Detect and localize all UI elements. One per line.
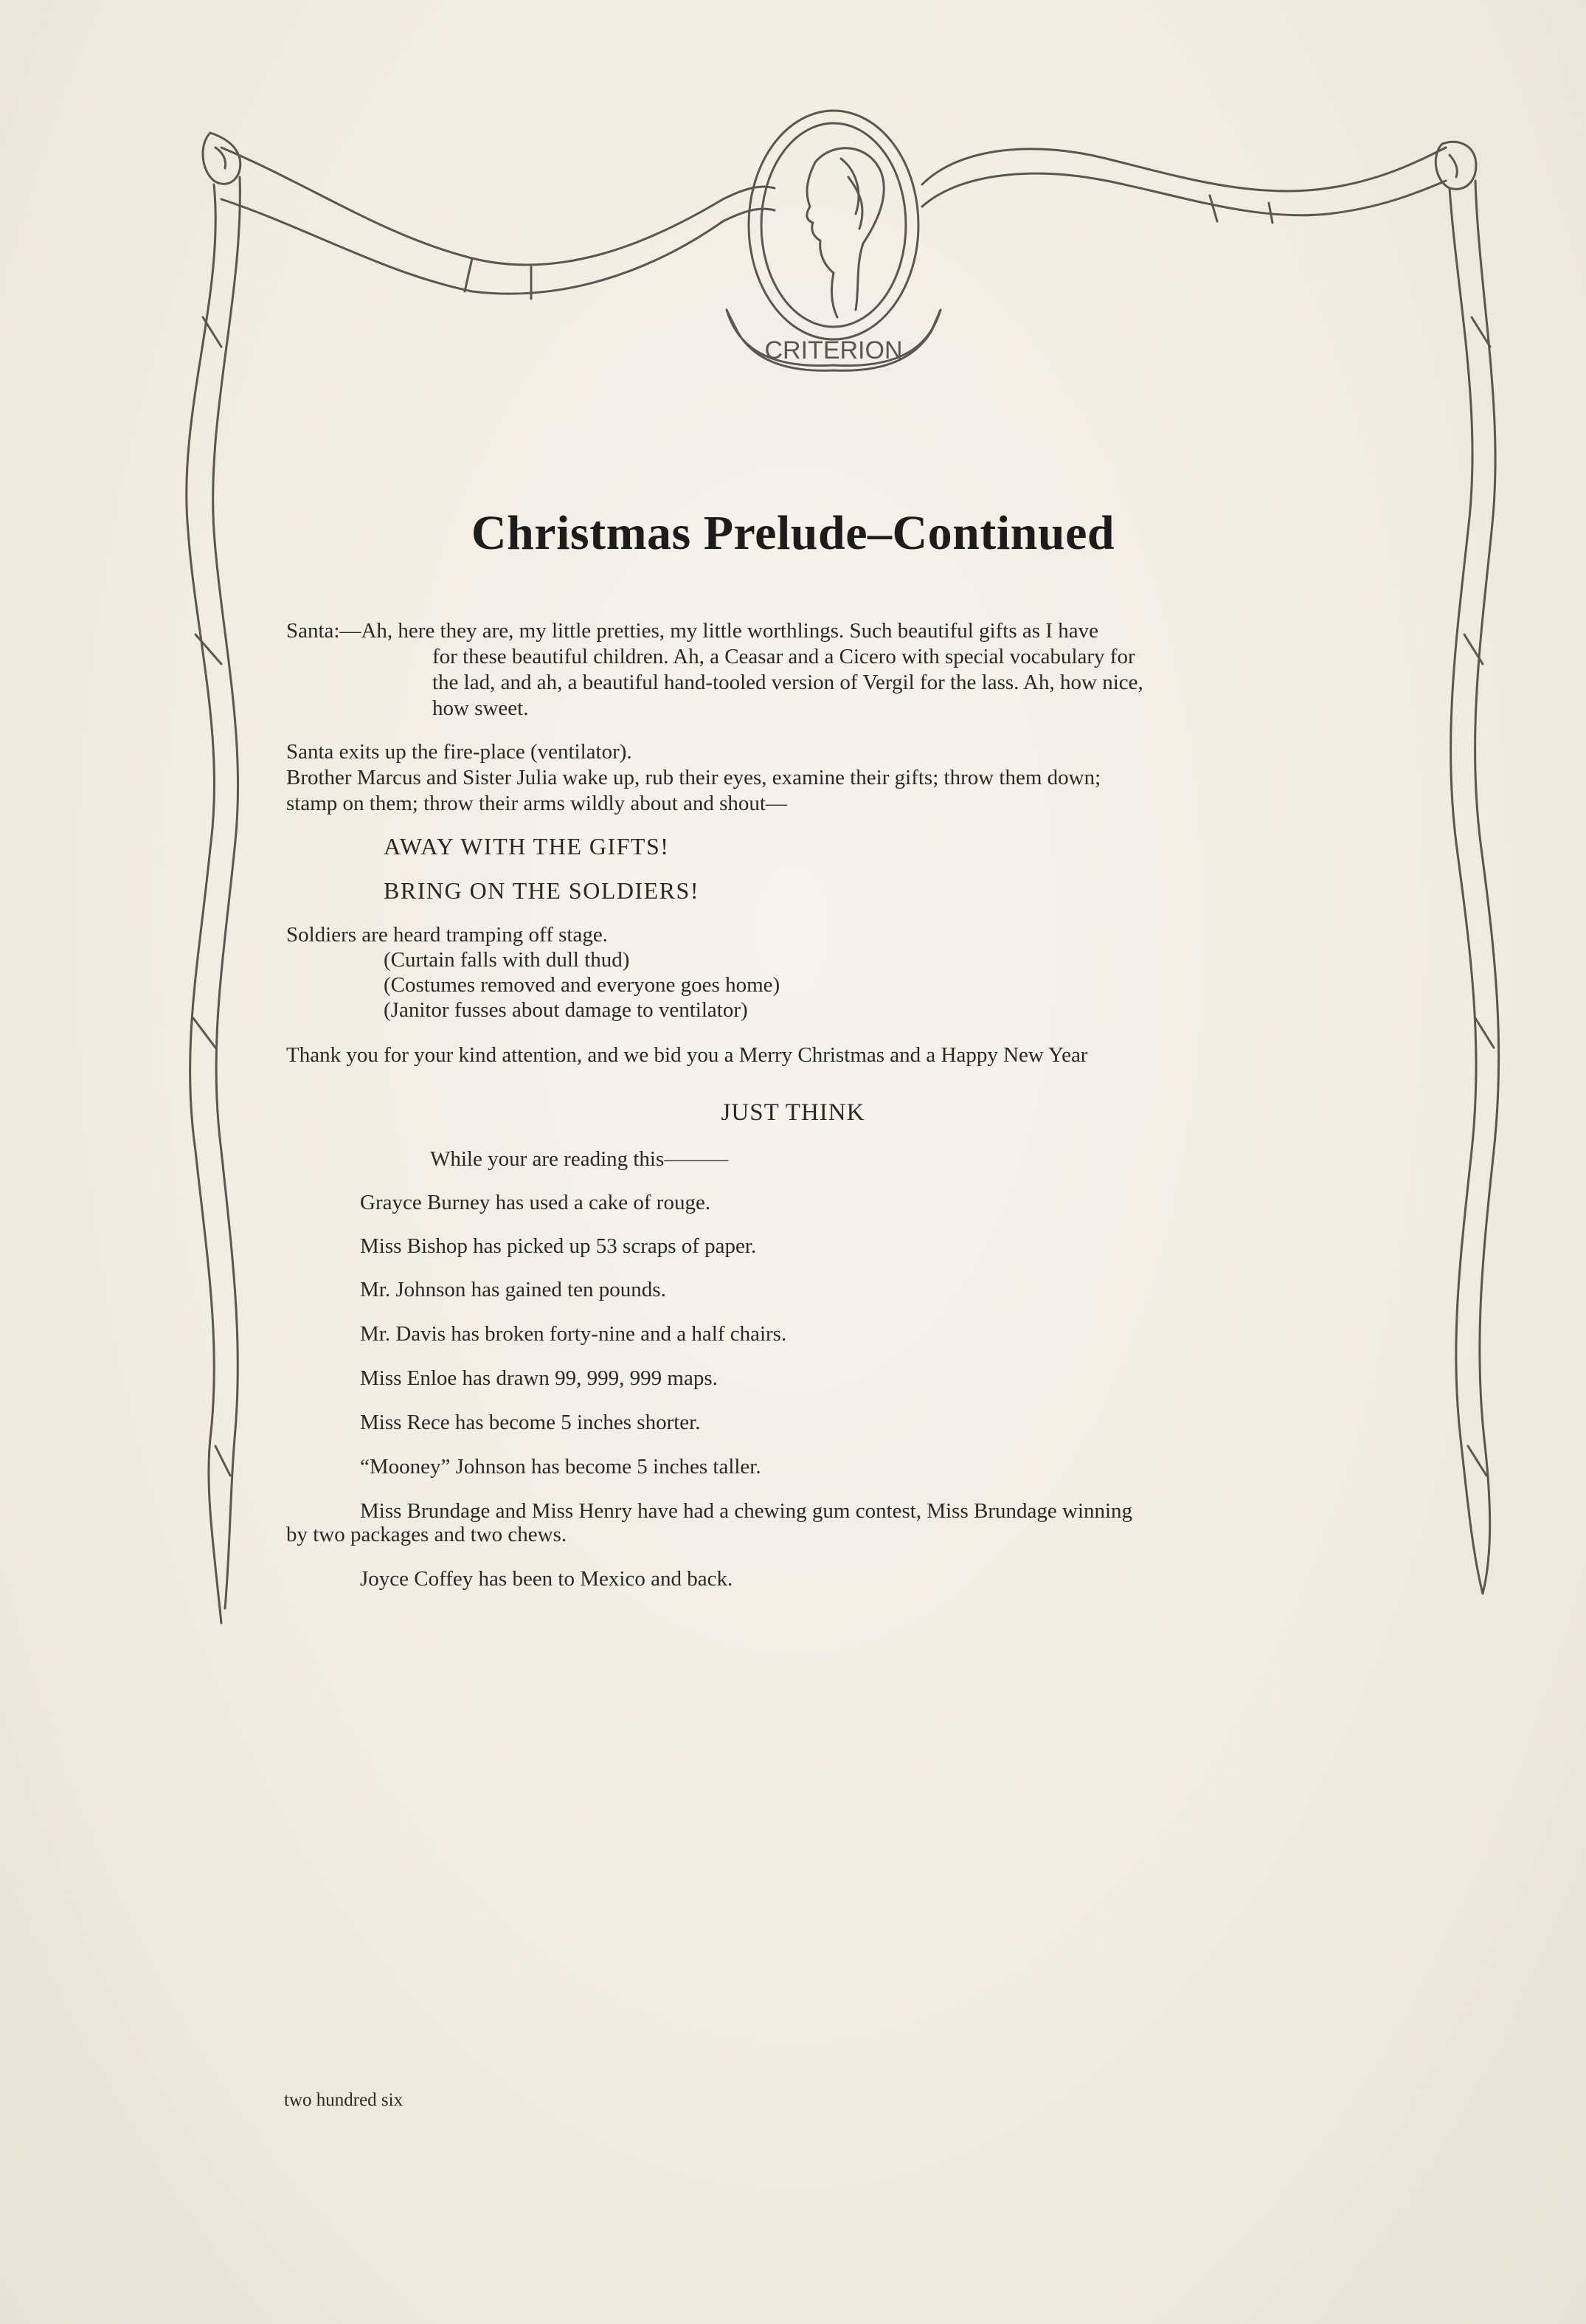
stage-exit: Santa exits up the fire-place (ventilator). [286,740,632,764]
just-think-item: Mr. Davis has broken forty-nine and a half chairs. [360,1322,787,1346]
stage-wake-line-2: stamp on them; throw their arms wildly about and shout— [286,792,787,815]
stage-costumes: (Costumes removed and everyone goes home) [384,973,780,997]
stage-janitor: (Janitor fusses about damage to ventilator) [384,998,748,1022]
shout-line-2: BRING ON THE SOLDIERS! [384,877,699,904]
just-think-item: Miss Rece has become 5 inches shorter. [360,1411,701,1434]
stage-soldiers: Soldiers are heard tramping off stage. [286,923,608,947]
just-think-item: Miss Bishop has picked up 53 scraps of paper. [360,1234,757,1258]
page-number-footer: two hundred six [284,2090,404,2110]
joyce-line: Joyce Coffey has been to Mexico and back. [360,1567,733,1591]
just-think-item: Miss Enloe has drawn 99, 999, 999 maps. [360,1366,718,1390]
santa-line-3: the lad, and ah, a beautiful hand-tooled version of Vergil for the lass. Ah, how nice, [432,671,1143,694]
brundage-line-2: by two packages and two chews. [286,1523,567,1546]
shout-line-1: AWAY WITH THE GIFTS! [384,833,670,860]
page-title: Christmas Prelude–Continued [471,506,1115,560]
stage-curtain: (Curtain falls with dull thud) [384,948,630,972]
santa-line-2: for these beautiful children. Ah, a Ceasar and a Cicero with special vocabulary for [432,645,1135,668]
brundage-line-1: Miss Brundage and Miss Henry have had a chewing gum contest, Miss Brundage winning [360,1499,1133,1523]
just-think-heading: JUST THINK [721,1099,865,1126]
just-think-item: Mr. Johnson has gained ten pounds. [360,1278,666,1301]
santa-line-1: Santa:—Ah, here they are, my little pretties, my little worthlings. Such beautiful gifts as I have [286,619,1098,643]
criterion-logo-text: CRITERION [764,336,903,364]
just-think-intro: While your are reading this——— [430,1147,729,1171]
stage-wake-line-1: Brother Marcus and Sister Julia wake up, rub their eyes, examine their gifts; throw them down; [286,766,1101,789]
santa-line-4: how sweet. [432,696,529,720]
just-think-item: “Mooney” Johnson has become 5 inches taller. [360,1455,761,1479]
just-think-item: Grayce Burney has used a cake of rouge. [360,1191,711,1214]
closing-thanks: Thank you for your kind attention, and we bid you a Merry Christmas and a Happy New Year [286,1043,1088,1067]
